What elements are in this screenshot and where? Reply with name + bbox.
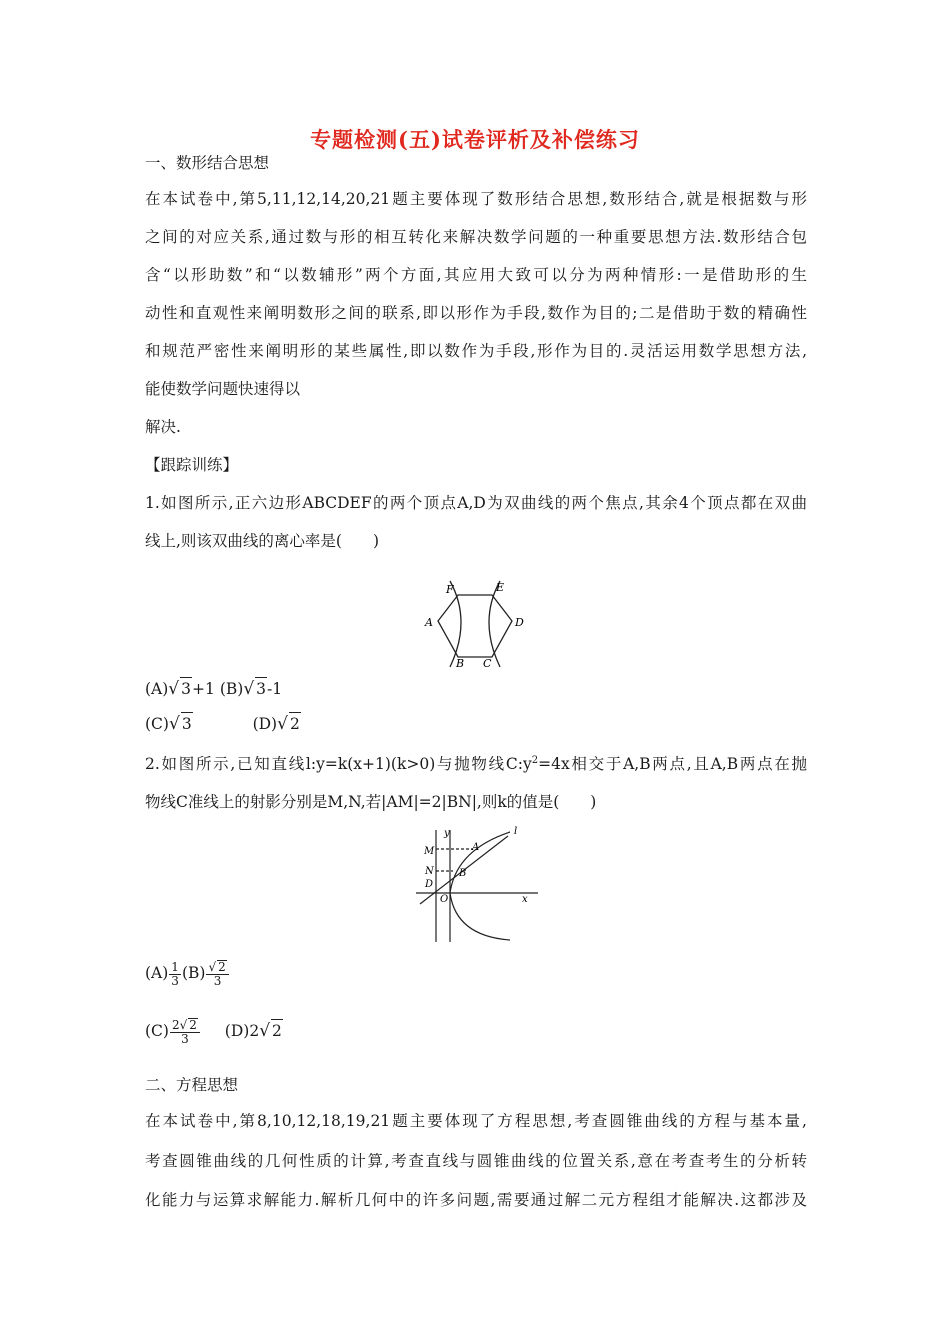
point-label-b: B [459, 868, 467, 879]
vertex-label-b: B [456, 657, 465, 670]
vertex-label-a: A [425, 616, 433, 629]
option-b-fraction: $\frac{√ 2}{3}$ [206, 960, 228, 988]
section2-paragraph-line: 化能力与运算求解能力.解析几何中的许多问题,需要通过解二元方程组才能解决.这都涉及 [145, 1191, 807, 1209]
section1-paragraph-line: 之间的对应关系,通过数与形的相互转化来解决数学问题的一种重要思想方法.数形结合包 [145, 228, 807, 246]
origin-label-o: O [440, 894, 449, 905]
question1-stem: 1.如图所示,正六边形ABCDEF的两个顶点A,D为双曲线的两个焦点,其余4个顶点都在双曲 [145, 494, 807, 512]
option-c-radicand: 3 [181, 712, 193, 735]
question2-stem: 物线C准线上的射影分别是M,N,若|AM|=2|BN|,则k的值是( ) [145, 793, 597, 811]
section2-heading: 二、方程思想 [145, 1076, 239, 1094]
question1-options-ab: (A)√ 3+1 (B)√ 3-1 [145, 679, 283, 699]
question1-stem: 线上,则该双曲线的离心率是( ) [145, 532, 380, 550]
axis-label-y: y [444, 828, 450, 839]
option-d-label: (D) [224, 1022, 250, 1040]
section2-paragraph-line: 考查圆锥曲线的几何性质的计算,考查直线与圆锥曲线的位置关系,意在考查考生的分析转 [145, 1152, 807, 1170]
option-a-tail: +1 [192, 680, 215, 698]
section1-paragraph-line: 解决. [145, 418, 181, 436]
option-a-label: (A) [145, 964, 169, 982]
option-d-label: (D) [252, 715, 278, 733]
section1-paragraph-line: 动性和直观性来阐明数形之间的联系,即以形作为手段,数作为目的;二是借助于数的精确性 [145, 304, 807, 322]
section1-paragraph-line: 在本试卷中,第5,11,12,14,20,21题主要体现了数形结合思想,数形结合,就是根据数与形 [145, 190, 807, 208]
option-a-fraction: $\frac{1}{3}$ [171, 959, 179, 988]
point-label-m: M [424, 846, 435, 857]
axis-label-x: x [522, 894, 528, 905]
question1-options-cd: (C)√ 3 (D)√ 2 [145, 714, 300, 734]
section1-paragraph-line: 和规范严密性来阐明形的某些属性,即以数作为手段,形作为目的.灵活运用数学思想方法, [145, 342, 807, 360]
option-c-fraction: $\frac{2√ 2}{3}$ [170, 1018, 200, 1046]
option-b-label: (B) [219, 680, 244, 698]
point-label-d: D [425, 879, 434, 890]
page-title: 专题检测(五)试卷评析及补偿练习 [310, 127, 640, 152]
vertex-label-c: C [483, 657, 492, 670]
option-b-tail: -1 [267, 680, 283, 698]
hexagon-hyperbola-figure [420, 575, 530, 670]
vertex-label-f: F [446, 583, 454, 596]
section1-heading: 一、数形结合思想 [145, 154, 270, 172]
section1-paragraph-line: 含“以形助数”和“以数辅形”两个方面,其应用大致可以分为两种情形:一是借助形的生 [145, 266, 807, 284]
question2-options-cd: (C) $\frac{2√ 2}{3}$ (D)2√ 2 [145, 1018, 282, 1046]
question2-stem: 2.如图所示,已知直线l:y=k(x+1)(k>0)与抛物线$C:y^2=4x$相交于A,B两点,且A,B两点在抛 [145, 755, 808, 774]
question2-options-ab [145, 960, 230, 988]
section2-paragraph-line: 在本试卷中,第8,10,12,18,19,21题主要体现了方程思想,考查圆锥曲线的方程与基本量, [145, 1112, 807, 1130]
training-heading: 【跟踪训练】 [145, 456, 239, 474]
option-c-label: (C) [145, 715, 169, 733]
line-label-l: l [514, 826, 518, 837]
vertex-label-d: D [515, 616, 524, 629]
option-d-radicand: 2 [289, 712, 301, 735]
option-b-label: (B) [181, 964, 206, 982]
option-d-radicand: 2 [271, 1019, 283, 1042]
option-c-label: (C) [145, 1022, 169, 1040]
vertex-label-e: E [496, 581, 505, 594]
option-a-radicand: 3 [180, 677, 192, 700]
section1-paragraph-line: 能使数学问题快速得以 [145, 380, 301, 398]
point-label-a: A [472, 842, 480, 853]
option-b-radicand: 3 [255, 677, 267, 700]
option-a-label: (A) [145, 680, 169, 698]
parabola-line-figure [408, 822, 543, 947]
point-label-n: N [425, 866, 434, 877]
